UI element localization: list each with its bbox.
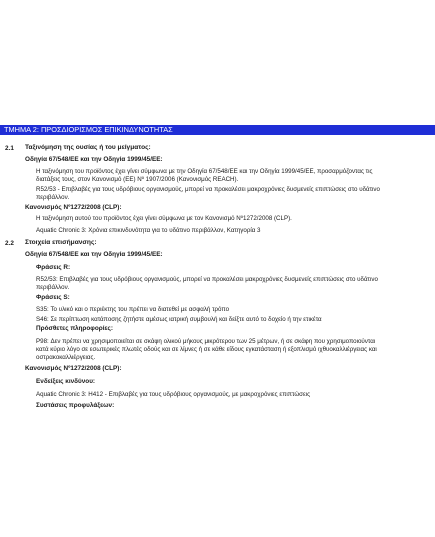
subsection-title: Στοιχεία επισήμανσης: [25,239,97,246]
directive-text-line: διατάξεις τους, στον Κανονισμό (ΕΕ) Nº 1907/2006 (Κανονισμός REACH). [36,176,239,183]
section-header-bar [0,125,435,135]
hazard-statement-h412: Aquatic Chronic 3: H412 - Επιβλαβές για τους υδρόβιους οργανισμούς, με μακροχρόνιες επιπτώσεις [36,391,311,398]
r-phrase-line: R52/53: Επιβλαβές για τους υδρόβιους οργανισμούς, μπορεί να προκαλέσει μακροχρόνιες δυσμενείς επιπτώσεις στο υδάτινο [36,276,378,283]
section-header-title: ΤΜΗΜΑ 2: ΠΡΟΣΔΙΟΡΙΣΜΟΣ ΕΠΙΚΙΝΔΥΝΟΤΗΤΑΣ [4,125,173,134]
r-phrase-line: περιβάλλον. [36,194,70,201]
s-phrases-heading: Φράσεις S: [36,294,70,301]
r-phrases-heading: Φράσεις R: [36,264,71,271]
aquatic-chronic-text: Aquatic Chronic 3: Χρόνια επικινδυνότητα για το υδάτινο περιβάλλον, Κατηγορία 3 [36,227,261,234]
p98-line: κατά κύριο λόγο σε εσωτερικές πλωτές οδούς και σε λίμνες ή σε κάθε είδους εγκατάσταση ή εξοπλισμό ιχθυοκαλλιέργειας και [36,346,377,353]
clp-text: Η ταξινόμηση αυτού του προϊόντος έχει γίνει σύμφωνα με τον Κανονισμό Nº1272/2008 (CLP). [36,215,292,222]
p98-line: P98: Δεν πρέπει να χρησιμοποιείται σε σκάφη ολικού μήκους μικρότερου των 25 μέτρων, ή σε σκάφη που χρησιμοποιούνται [36,338,376,345]
clp-heading: Κανονισμός Nº1272/2008 (CLP): [25,204,122,211]
s-phrase-line: S46: Σε περίπτωση κατάποσης ζητήστε αμέσως ιατρική συμβουλή και δείξτε αυτό το δοχείο ή την ετικέτα [36,316,322,323]
subsection-number: 2.1 [5,145,14,152]
clp-heading: Κανονισμός Nº1272/2008 (CLP): [25,365,122,372]
s-phrase-line: S35: Το υλικό και ο περιέκτης του πρέπει να διατεθεί με ασφαλή τρόπο [36,306,230,313]
subsection-number: 2.2 [5,240,14,247]
directive-text-line: Η ταξινόμηση του προϊόντος έχει γίνει σύμφωνα με την Οδηγία 67/548/ΕΕ και την Οδηγία 1999/45/ΕΕ, προσαρμόζοντας τις [36,168,373,175]
r-phrase-line: περιβάλλον. [36,284,70,291]
p98-line: οστρακοκαλλιέργειας. [36,354,96,361]
r-phrase-line: R52/53 - Επιβλαβές για τους υδρόβιους οργανισμούς, μπορεί να προκαλέσει μακροχρόνιες δυσμενείς επιπτώσεις στο υδάτινο [36,186,380,193]
directive-heading: Οδηγία 67/548/ΕΕ και την Οδηγία 1999/45/ΕΕ: [25,251,163,258]
subsection-title: Ταξινόμηση της ουσίας ή του μείγματος: [25,144,151,151]
precautionary-statements-heading: Συστάσεις προφυλάξεων: [36,402,115,409]
hazard-statements-heading: Ενδείξεις κινδύνου: [36,378,96,385]
directive-heading: Οδηγία 67/548/ΕΕ και την Οδηγία 1999/45/ΕΕ: [25,156,163,163]
additional-info-heading: Πρόσθετες πληροφορίες: [36,325,113,332]
